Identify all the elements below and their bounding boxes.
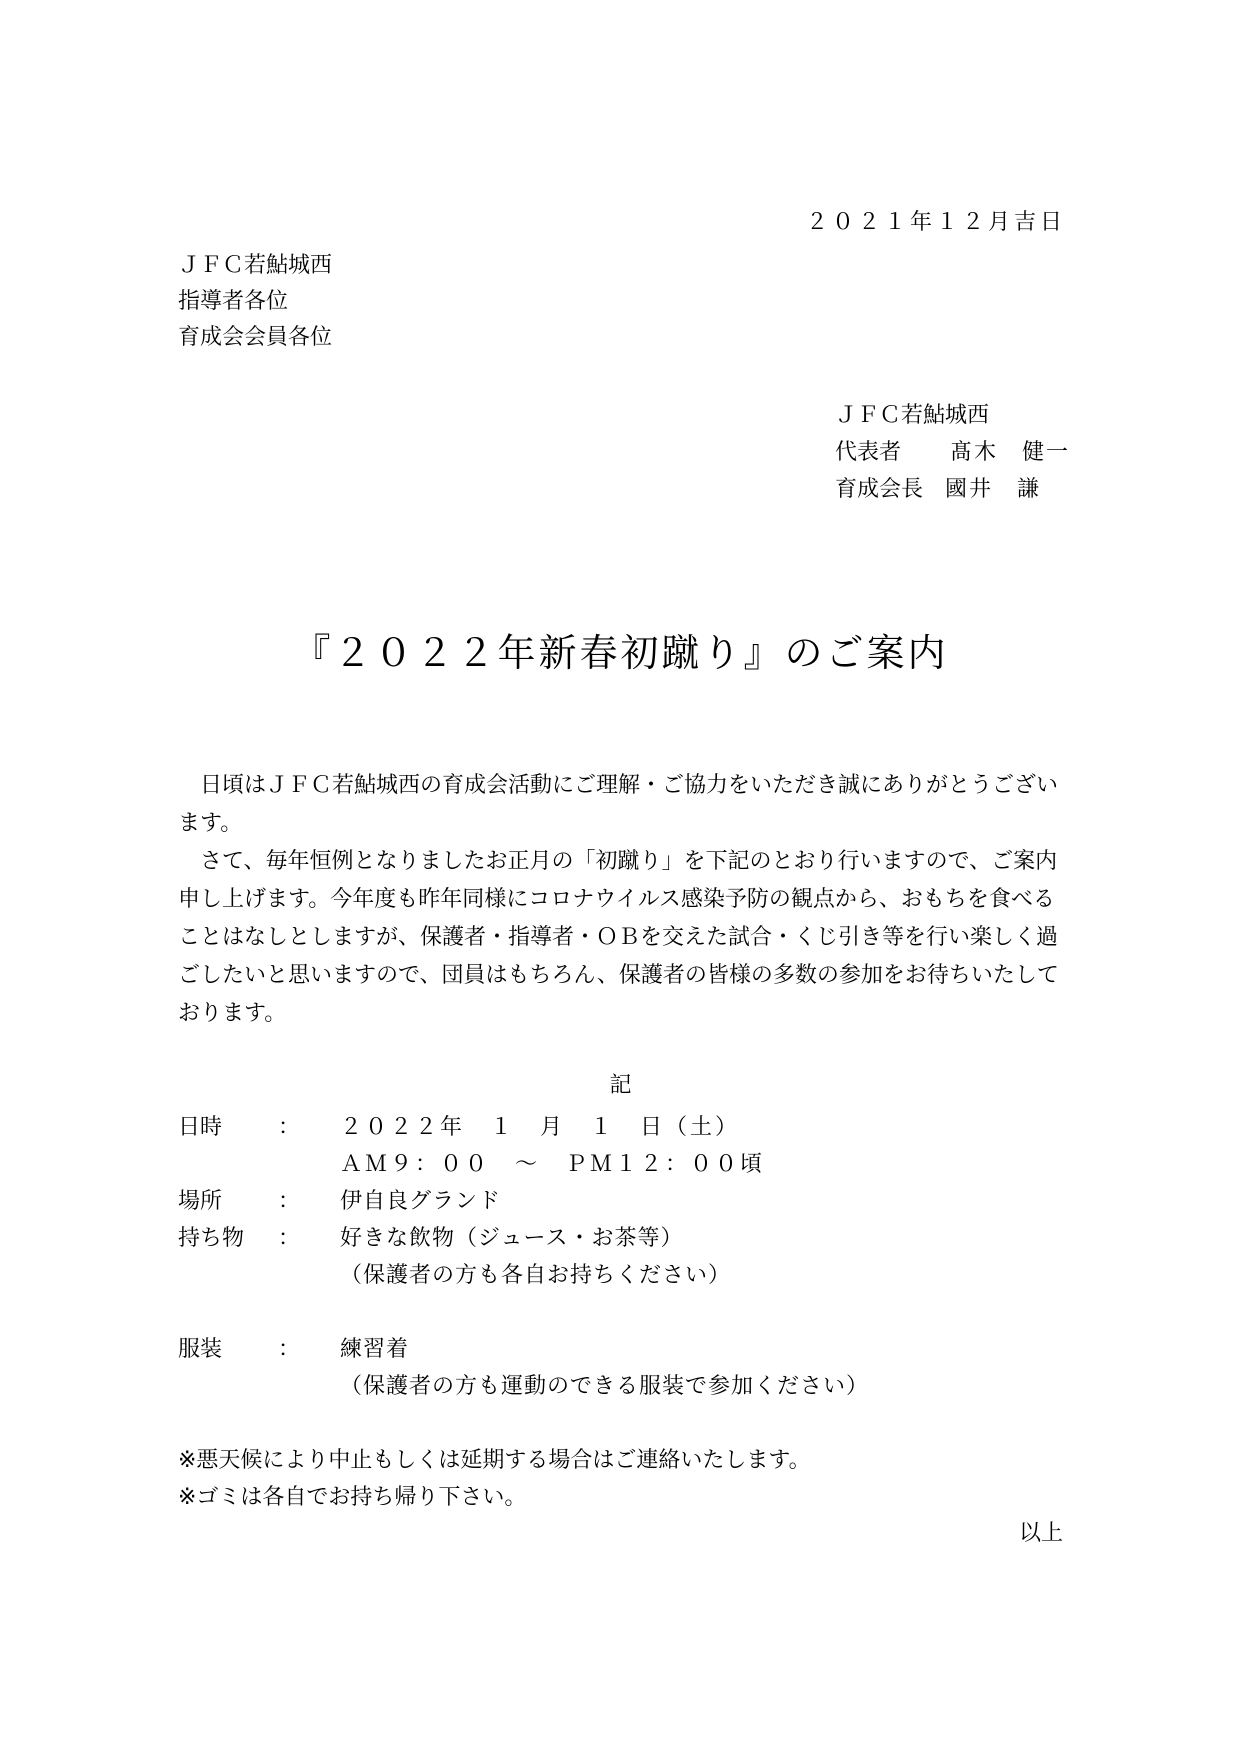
detail-row-clothing-note: [178, 1368, 1078, 1405]
issue-date: ２０２１年１２月吉日: [805, 210, 1066, 235]
body-text: [178, 767, 1068, 1033]
detail-row-belongings: [178, 1220, 1078, 1257]
detail-label: 場所: [178, 1189, 223, 1214]
sender-role: 代表者: [835, 440, 902, 465]
sender-chairman: [835, 471, 1070, 508]
note-garbage: ※ゴミは各自でお持ち帰り下さい。: [178, 1485, 527, 1510]
detail-colon: ：: [278, 1226, 301, 1251]
sender-block: [835, 397, 1070, 508]
detail-value: ２０２２年 １ 月 １ 日（土）: [340, 1115, 741, 1140]
ki-heading: 記: [609, 1073, 632, 1098]
detail-note: （保護者の方も各自お持ちください）: [340, 1263, 732, 1288]
sender-name: 髙木 健一: [950, 440, 1071, 465]
detail-row-clothing: [178, 1331, 1078, 1368]
detail-label: 日時: [178, 1115, 223, 1140]
detail-value: 好きな飲物（ジュース・お茶等）: [340, 1226, 684, 1251]
detail-value: 伊自良グランド: [340, 1189, 502, 1214]
closing-mark: 以上: [1018, 1521, 1063, 1546]
detail-label: 持ち物: [178, 1226, 245, 1251]
body-paragraph: さて、毎年恒例となりましたお正月の「初蹴り」を下記のとおり行いますので、ご案内申し上げます。今年度も昨年同様にコロナウイルス感染予防の観点から、おもちを食べることはなしとしますが、保護者・指導者・ＯＢを交えた試合・くじ引き等を行い楽しく過ごしたいと思いますので、団員はもちろん、保護者の皆様の多数の参加をお待ちいたしております。: [178, 849, 1059, 1026]
sender-representative: [835, 434, 1070, 471]
detail-colon: ：: [278, 1115, 301, 1140]
addressee-coaches: 指導者各位: [178, 289, 289, 314]
detail-value: 練習着: [340, 1337, 410, 1362]
document-title: 『２０２２年新春初蹴り』のご案内: [292, 631, 949, 675]
details-list: [178, 1109, 1078, 1405]
notes-block: [178, 1442, 811, 1516]
sender-role: 育成会長: [835, 477, 924, 502]
detail-row-place: [178, 1183, 1078, 1220]
detail-row-time: [178, 1146, 1078, 1183]
detail-label: 服装: [178, 1337, 223, 1362]
sender-name: 國井 謙: [945, 477, 1042, 502]
body-paragraph: 日頃はＪＦＣ若鮎城西の育成会活動にご理解・ご協力をいただき誠にありがとうございます。: [178, 773, 1059, 836]
detail-row-datetime: [178, 1109, 1078, 1146]
detail-colon: ：: [278, 1337, 301, 1362]
note-weather: ※悪天候により中止もしくは延期する場合はご連絡いたします。: [178, 1448, 811, 1473]
addressee-club: ＪＦＣ若鮎城西: [178, 253, 333, 278]
detail-row-belongings-note: [178, 1257, 1078, 1294]
detail-note: （保護者の方も運動のできる服装で参加ください）: [340, 1374, 870, 1399]
detail-colon: ：: [278, 1189, 301, 1214]
sender-org: ＪＦＣ若鮎城西: [835, 403, 990, 428]
detail-value: ＡＭ９：００ ～ ＰＭ１２：００頃: [340, 1152, 766, 1177]
addressee-block: [178, 248, 332, 356]
addressee-members: 育成会会員各位: [178, 325, 333, 350]
